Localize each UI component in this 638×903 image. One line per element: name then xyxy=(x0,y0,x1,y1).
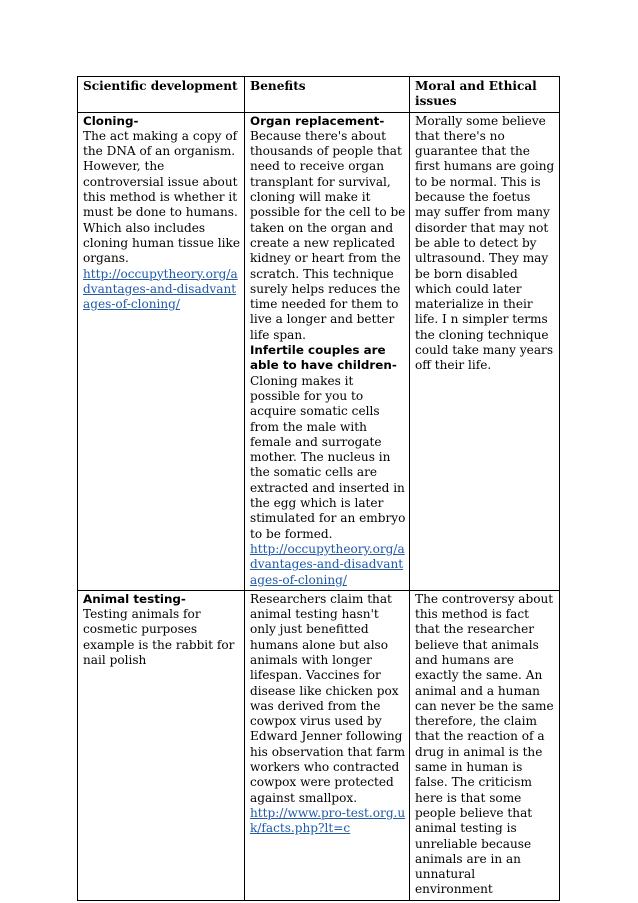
cloning-development-cell xyxy=(78,112,245,590)
organ-replacement-title: Organ replacement- xyxy=(250,113,385,128)
animal-testing-title: Animal testing- xyxy=(83,591,186,606)
animal-testing-benefits-cell xyxy=(245,590,410,900)
header-moral-ethical-issues: Moral and Ethical issues xyxy=(410,77,560,113)
animal-testing-description: Testing animals for cosmetic purposes example is the rabbit for nail polish xyxy=(83,607,235,667)
animal-testing-issues-text: The controversy about this method is fact that the researcher believe that animals and humans are exactly the same. An animal and a human can never be the same therefore, the claim that the reaction of a drug in animal is the same in human is false. The criticism here is that some people believe that animal testing is unreliable because animals are in an unnatural environment xyxy=(415,591,554,897)
table-row xyxy=(78,590,560,900)
table-header-row xyxy=(78,77,560,113)
header-scientific-development: Scientific development xyxy=(78,77,245,113)
animal-testing-development-cell xyxy=(78,590,245,900)
infertile-couples-paragraph xyxy=(250,343,405,541)
animal-testing-benefits-text: Researchers claim that animal testing hasn't only just benefitted humans alone but also animals with longer lifespan. Vaccines for disease like chicken pox was derived from the cowpox virus used by Edward Jenner following his observation that farm workers who contracted cowpox were protected against smallpox. xyxy=(250,591,406,805)
animal-testing-source-link[interactable]: http://www.pro-test.org.uk/facts.php?lt=c xyxy=(250,805,406,836)
ethics-table xyxy=(77,76,560,901)
cloning-benefits-source-link[interactable]: http://occupytheory.org/advantages-and-disadvantages-of-cloning/ xyxy=(250,541,405,587)
header-benefits: Benefits xyxy=(245,77,410,113)
cloning-benefits-cell xyxy=(245,112,410,590)
cloning-title: Cloning- xyxy=(83,113,139,128)
organ-replacement-text: Because there's about thousands of people that need to receive organ transplant for survival, cloning will make it possible for the cell to be taken on the organ and create a new replicated kidney or heart from the scratch. This technique surely helps reduces the time needed for them to live a longer and better life span. xyxy=(250,128,406,342)
cloning-source-link[interactable]: http://occupytheory.org/advantages-and-disadvantages-of-cloning/ xyxy=(83,266,238,312)
cloning-description: The act making a copy of the DNA of an organism. However, the controversial issue about this method is whether it must be done to humans. Which also includes cloning human tissue like organs. xyxy=(83,128,240,266)
cloning-issues-text: Morally some believe that there's no guarantee that the first humans are going to be normal. This is because the foetus may suffer from many disorder that may not be able to detect by ultrasound. They may be born disabled which could later materialize in their life. I n simpler terms the cloning technique could take many years off their life. xyxy=(415,113,555,373)
animal-testing-issues-cell xyxy=(410,590,560,900)
table-row xyxy=(78,112,560,590)
infertile-couples-text: Cloning makes it possible for you to acquire somatic cells from the male with female and surrogate mother. The nucleus in the somatic cells are extracted and inserted in the egg which is later stimulated for an embryo to be formed. xyxy=(250,373,406,541)
infertile-couples-title: Infertile couples are able to have children- xyxy=(250,343,397,373)
cloning-issues-cell xyxy=(410,112,560,590)
